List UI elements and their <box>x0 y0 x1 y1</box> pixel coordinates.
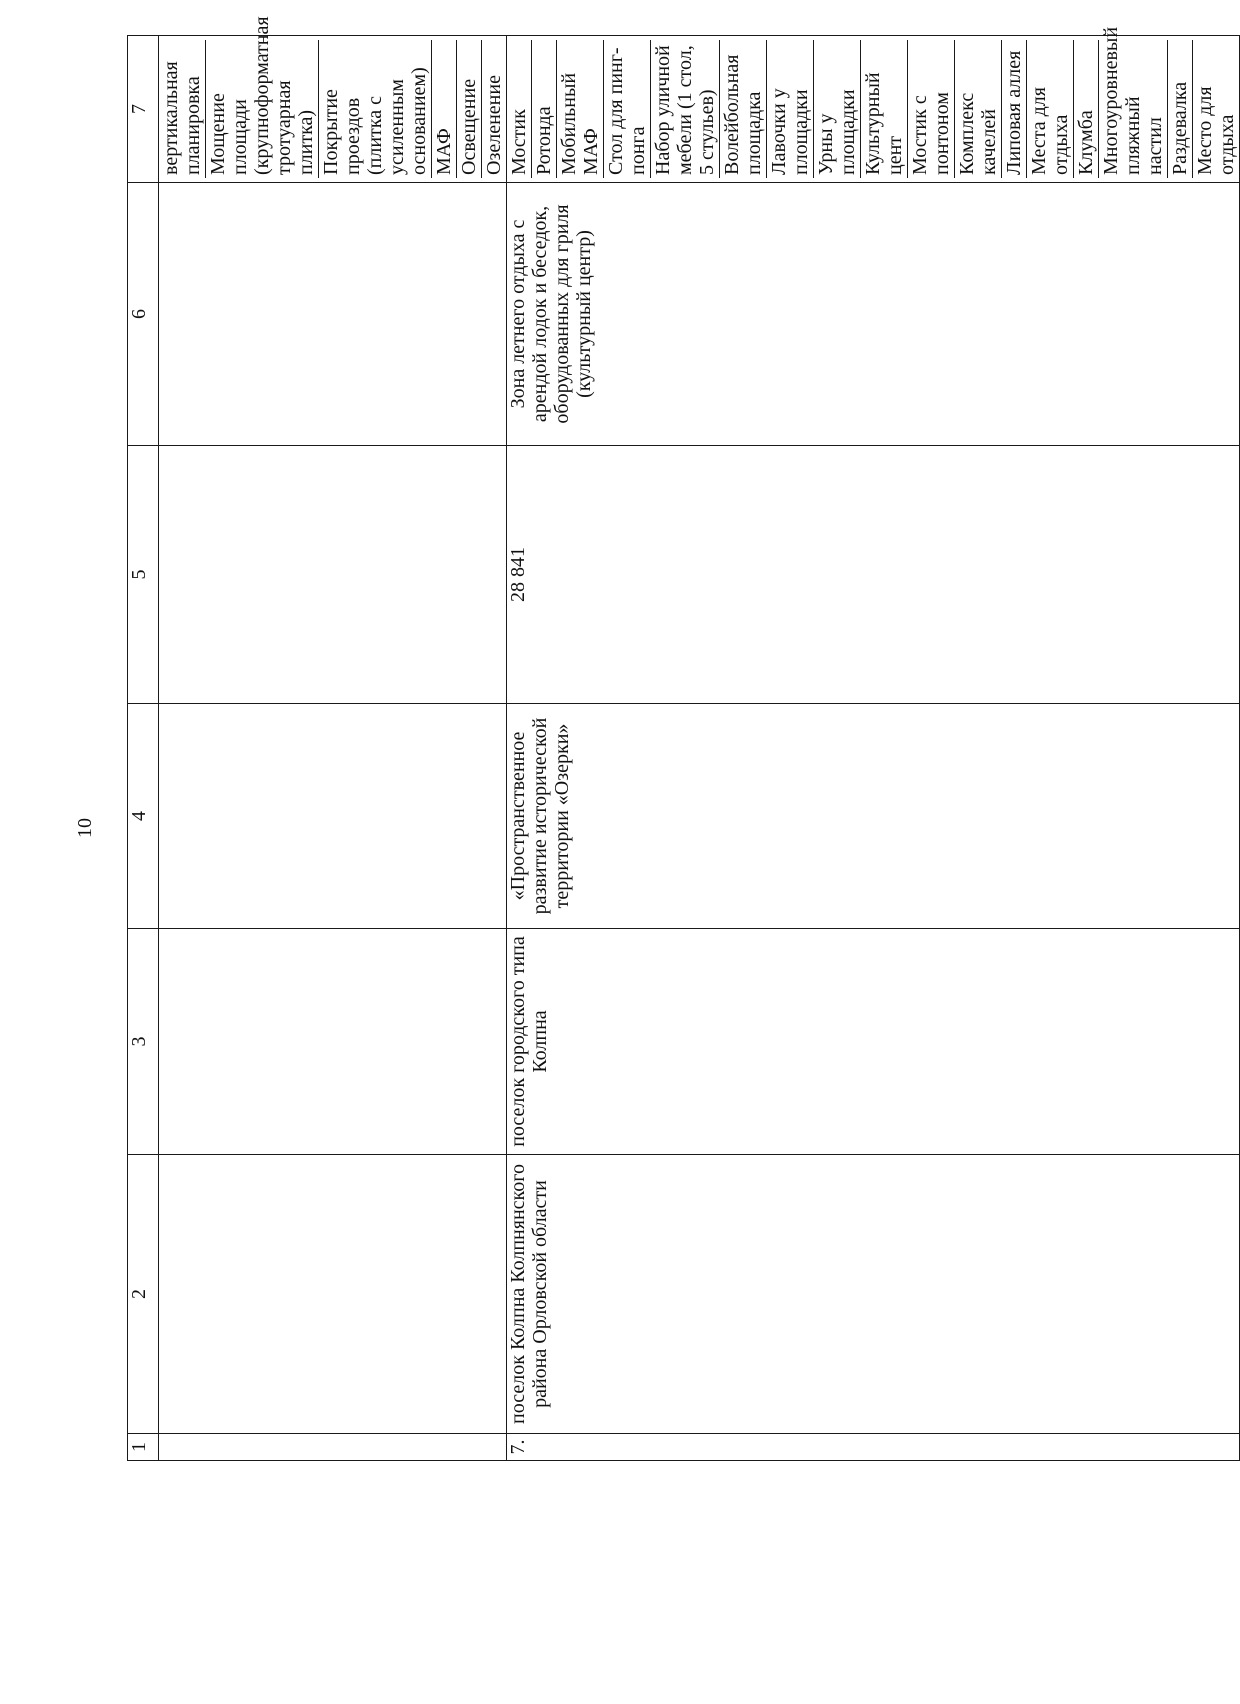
cell-empty <box>159 1155 507 1434</box>
list-item: Культурный цент <box>861 40 908 178</box>
cell-empty <box>159 1434 507 1461</box>
project-cell: «Пространственное развитие исторической территории «Озерки» <box>507 704 1240 929</box>
header-cell-6: 6 <box>128 183 159 446</box>
list-item: Стол для пинг-понга <box>604 40 651 178</box>
header-cell-5: 5 <box>128 446 159 704</box>
list-item: Волейбольная площадка <box>720 40 767 178</box>
list-item: вертикальная планировка <box>159 40 206 178</box>
amount-cell: 28 841 <box>507 446 1240 704</box>
header-cell-3: 3 <box>128 929 159 1155</box>
cell-empty <box>159 704 507 929</box>
cell-empty <box>159 446 507 704</box>
list-item: Клумба <box>1074 40 1099 178</box>
list-item: Липовая аллея <box>1002 40 1027 178</box>
prev-items-list <box>159 16 506 178</box>
list-item: Мощение площади (крупноформатная тротуарная плитка) <box>206 40 319 178</box>
settlement-cell: поселок городского типа Колпна <box>507 929 1240 1155</box>
list-item: Место для отдыха <box>1194 86 1238 175</box>
list-item: Освещение <box>457 40 482 178</box>
list-item: Лавочки у площадки <box>767 40 814 178</box>
page-number: 10 <box>73 818 96 838</box>
list-item: Многоуровневый пляжный настил <box>1099 40 1168 178</box>
location-cell: поселок Колпна Колпнянского района Орловской области <box>507 1155 1240 1434</box>
table-row-continued <box>159 36 507 1461</box>
list-item: МАФ <box>432 40 457 178</box>
data-table <box>127 16 1240 1461</box>
rotated-table-inner <box>127 16 1238 1461</box>
list-item: Мобильный МАФ <box>557 40 604 178</box>
list-item: Мостик с понтоном <box>908 40 955 178</box>
rotated-table-wrapper <box>127 16 1238 1461</box>
cell-empty <box>159 929 507 1155</box>
list-item: Мостик <box>507 40 532 178</box>
list-item: Урны у площадки <box>814 40 861 178</box>
list-item: Ротонда <box>532 40 557 178</box>
zone-cell: Зона летнего отдыха с арендой лодок и беседок, оборудованных для гриля (культурный центр) <box>507 183 1240 446</box>
header-row <box>128 36 159 1461</box>
row-number: 7. <box>507 1434 1240 1461</box>
list-item: Места для отдыха <box>1027 40 1074 178</box>
header-cell-1: 1 <box>128 1434 159 1461</box>
items-cell <box>507 26 1240 183</box>
list-item: Покрытие проездов (плитка с усиленным основанием) <box>319 40 432 178</box>
header-cell-4: 4 <box>128 704 159 929</box>
list-item: Озеленение <box>483 75 505 175</box>
list-item: Комплекс качелей <box>955 40 1002 178</box>
table-row-7 <box>507 36 1240 1461</box>
cell-empty <box>159 183 507 446</box>
list-item: Раздевалка <box>1168 40 1193 178</box>
header-cell-7: 7 <box>128 36 159 183</box>
cell-prev-items <box>159 16 507 183</box>
list-item: Набор уличной мебели (1 стол, 5 стульев) <box>651 40 720 178</box>
items-list <box>507 26 1239 178</box>
header-cell-2: 2 <box>128 1155 159 1434</box>
